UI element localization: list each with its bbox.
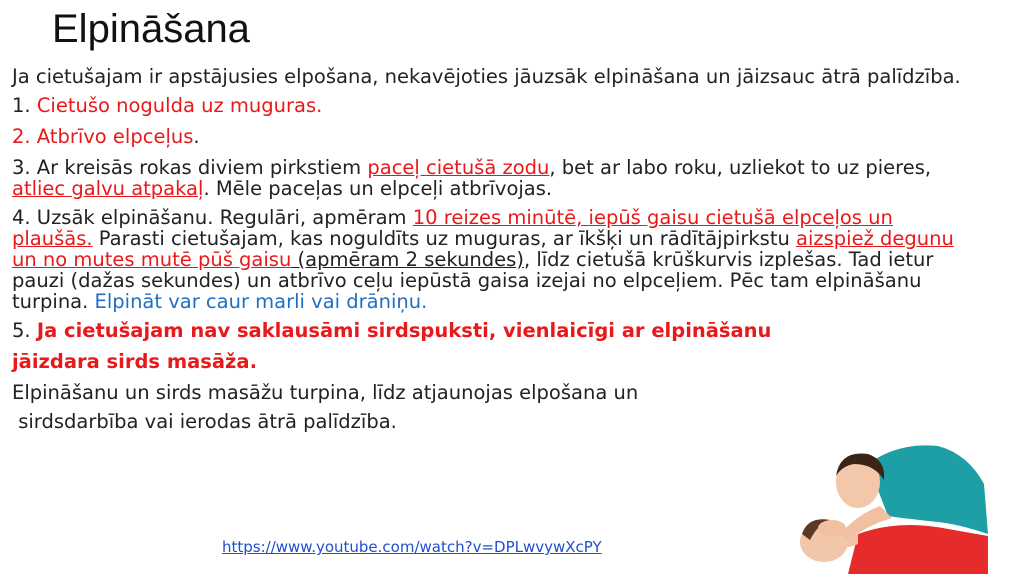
- step-5-line-1: Ja cietušajam nav saklausāmi sirdspuksti, vienlaicīgi ar elpināšanu: [36, 319, 772, 342]
- step-5-line-2: jāizdara sirds masāža.: [12, 350, 257, 373]
- step-5: [12, 320, 972, 341]
- intro-paragraph: Ja cietušajam ir apstājusies elpošana, nekavējoties jāuzsāk elpināšana un jāizsauc ātrā palīdzība.: [12, 65, 961, 88]
- cpr-illustration: [788, 424, 988, 574]
- step-1: [12, 95, 972, 116]
- step-4-highlight-rate: 10 reizes minūtē, iepūš gaisu cietušā elpceļos un plaušās.: [12, 206, 893, 250]
- step-3-text-c: , bet ar labo roku, uzliekot to uz pieres,: [549, 156, 932, 179]
- cpr-photo-graphic: [788, 424, 988, 574]
- step-4-duration: (apmēram 2 sekundes): [291, 248, 524, 271]
- step-3: [12, 157, 972, 199]
- step-4: [12, 207, 972, 312]
- step-3-highlight-head: atliec galvu atpakaļ: [12, 177, 204, 200]
- step-2: [12, 126, 972, 147]
- step-3-highlight-chin: paceļ cietušā zodu: [367, 156, 550, 179]
- step-1-number: 1.: [12, 94, 37, 117]
- step-5-continued: [12, 351, 972, 372]
- step-4-text-a: 4. Uzsāk elpināšanu. Regulāri, apmēram: [12, 206, 413, 229]
- step-4-text-c: Parasti cietušajam, kas noguldīts uz muguras, ar īkšķi un rādītājpirkstu: [92, 227, 797, 250]
- step-4-highlight-nose: aizspiež degunu un no mutes mutē pūš gaisu: [12, 227, 954, 271]
- step-3-text-e: . Mēle paceļas un elpceļi atbrīvojas.: [203, 177, 553, 200]
- step-1-text: Cietušo noguldа uz muguras.: [36, 94, 323, 117]
- slide-title: Elpināšana: [52, 7, 250, 51]
- closing-line-1: Elpināšanu un sirds masāžu turpina, līdz atjaunojas elpošana un: [12, 381, 639, 404]
- step-3-text-a: 3. Ar kreisās rokas diviem pirkstiem: [12, 156, 368, 179]
- slide-body: [12, 66, 972, 432]
- step-2-text: 2. Atbrīvo elpceļus: [12, 125, 194, 148]
- step-4-text-f: , līdz cietušā krūškurvis izplešas. Tad ietur pauzi (dažas sekundes) un atbrīvo ceļu iepūstā gaisa izejai no elpceļiem. Pēc tam elpināšanu turpina.: [12, 248, 934, 313]
- youtube-link[interactable]: https://www.youtube.com/watch?v=DPLwvywXcPY: [222, 538, 602, 556]
- step-4-note-gauze: Elpināt var caur marli vai drāniņu.: [94, 290, 428, 313]
- step-5-number: 5.: [12, 319, 37, 342]
- closing-line-2: sirdsdarbība vai ierodas ātrā palīdzība.: [12, 410, 397, 433]
- step-2-tail: .: [193, 125, 200, 148]
